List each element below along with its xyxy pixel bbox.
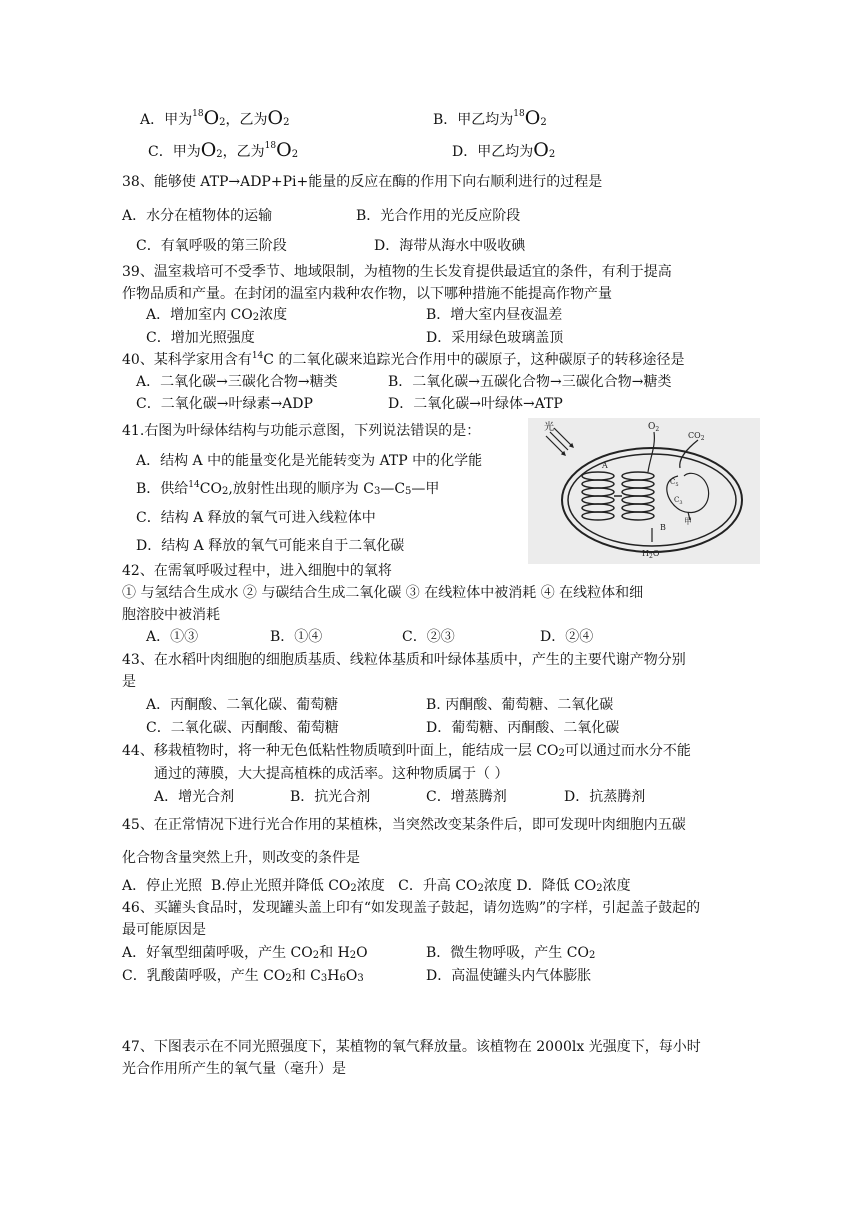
q42-choices-line2: 胞溶胶中被消耗 [122,607,220,623]
q44-option-b: B．抗光合剂 [290,789,371,805]
q39-option-d: D．采用绿色玻璃盖顶 [426,330,564,346]
o2-arrow [648,432,654,472]
q42-option-a: A．①③ [146,629,199,645]
h2o-label: $H_2O$ [642,549,660,560]
q40-option-b: B．二氧化碳→五碳化合物→三碳化合物→糖类 [388,374,672,390]
q41-option-b: B．供给$^{14}CO_2$,放射性出现的顺序为 $C_3—C_5—$甲 [136,480,440,497]
q43-stem-line1: 43、在水稻叶肉细胞的细胞质基质、线粒体基质和叶绿体基质中，产生的主要代谢产物分别 [122,652,686,668]
q40-stem: 40、某科学家用含有$^{14}$C 的二氧化碳来追踪光合作用中的碳原子，这种碳原子的转移途径是 [122,351,685,368]
q42-stem: 42、在需氧呼吸过程中，进入细胞中的氧将 [122,563,392,579]
q45-option-c: C．升高 $CO_2$浓度 [398,878,512,894]
q37-option-a: A．甲为$^{18}O_2$，乙为$O_2$ [140,107,290,129]
q44-stem-line2: 通过的薄膜，大大提高植株的成活率。这种物质属于（ ） [154,766,509,782]
chloroplast-svg [528,418,760,564]
q46-option-d: D．高温使罐头内气体膨胀 [426,968,592,984]
q38-option-c: C．有氧呼吸的第三阶段 [136,238,287,254]
q41-option-a: A．结构 A 中的能量变化是光能转变为 ATP 中的化学能 [136,453,483,469]
q43-option-b: B. 丙酮酸、葡萄糖、二氧化碳 [426,697,614,713]
q47-stem-line1: 47、下图表示在不同光照强度下，某植物的氧气释放量。该植物在 2000lx 光强度下，每小时 [122,1039,701,1055]
q39-stem-line1: 39、温室栽培可不受季节、地域限制，为植物的生长发育提供最适宜的条件，有利于提高 [122,264,672,280]
q39-stem-line2: 作物品质和产量。在封闭的温室内栽种农作物，以下哪种措施不能提高作物产量 [122,286,612,302]
q44-option-c: C．增蒸腾剂 [426,789,507,805]
q45-options [122,876,631,896]
light-label: 光 [544,422,554,433]
chloroplast-diagram [528,418,760,564]
o2-label: $O_2$ [648,422,660,433]
q43-stem-line2: 是 [122,674,136,690]
q41-stem: 41.右图为叶绿体结构与功能示意图，下列说法错误的是： [122,423,481,439]
q39-option-b: B．增大室内昼夜温差 [426,307,563,323]
jia-label: 甲 [684,517,692,526]
q40-option-a: A．二氧化碳→三碳化合物→糖类 [136,374,338,390]
q40-option-c: C．二氧化碳→叶绿素→ADP [136,396,313,412]
q43-option-a: A．丙酮酸、二氧化碳、葡萄糖 [146,697,339,713]
q45-option-a: A．停止光照 [122,878,203,894]
q38-option-a: A．水分在植物体的运输 [122,208,273,224]
q37-option-c: C．甲为$O_2$，乙为$^{18}O_2$ [148,139,299,161]
q47-stem-line2: 光合作用所产生的氧气量（毫升）是 [122,1061,346,1077]
q43-option-d: D．葡萄糖、丙酮酸、二氧化碳 [426,720,620,736]
q38-option-b: B．光合作用的光反应阶段 [356,208,521,224]
q42-option-b: B．①④ [270,629,323,645]
q41-option-c: C．结构 A 释放的氧气可进入线粒体中 [136,510,376,526]
grana-stack-left [582,472,614,520]
q40-option-d: D．二氧化碳→叶绿体→ATP [388,396,563,412]
q45-stem-line1: 45、在正常情况下进行光合作用的某植株，当突然改变某条件后，即可发现叶肉细胞内五碳 [122,817,686,833]
q42-option-d: D．②④ [540,629,594,645]
q38-option-d: D．海带从海水中吸收碘 [374,238,526,254]
q43-option-c: C．二氧化碳、丙酮酸、葡萄糖 [146,720,339,736]
q44-option-a: A．增光合剂 [154,789,235,805]
q46-option-a: A．好氧型细菌呼吸，产生 $CO_2$和 $H_2O$ [122,945,368,961]
q41-option-d: D．结构 A 释放的氧气可能来自于二氧化碳 [136,538,405,554]
q44-stem-line1: 44、移栽植物时，将一种无色低粘性物质喷到叶面上，能结成一层 $CO_2$可以通过而水分不能 [122,743,691,759]
q44-option-d: D．抗蒸腾剂 [564,789,646,805]
q45-option-d: D．降低 $CO_2$浓度 [516,878,631,894]
c5-label: $C_5$ [670,478,679,488]
q37-option-b: B．甲乙均为$^{18}O_2$ [433,107,547,129]
q37-option-d: D．甲乙均为$O_2$ [452,139,556,161]
c3-label: $C_3$ [674,496,683,506]
q46-option-b: B．微生物呼吸，产生 $CO_2$ [426,945,596,961]
q45-stem-line2: 化合物含量突然上升，则改变的条件是 [122,850,360,866]
q42-choices-line1: ① 与氢结合生成水 ② 与碳结合生成二氧化碳 ③ 在线粒体中被消耗 ④ 在线粒体和细 [122,585,644,601]
co2-label: $CO_2$ [688,431,705,442]
q39-option-a: A．增加室内 $CO_2$浓度 [146,307,288,323]
structure-b-label: B [660,523,666,532]
q45-option-b: B.停止光照并降低 $CO_2$浓度 [211,878,385,894]
q39-option-c: C．增加光照强度 [146,330,255,346]
grana-stack-right [622,472,654,520]
q46-stem-line1: 46、买罐头食品时，发现罐头盖上印有“如发现盖子鼓起，请勿选购”的字样，引起盖子鼓起的 [122,900,701,916]
q46-stem-line2: 最可能原因是 [122,922,206,938]
q42-option-c: C．②③ [402,629,455,645]
structure-a-label: A [602,461,608,470]
q46-option-c: C．乳酸菌呼吸，产生 $CO_2$和 $C_3H_6O_3$ [122,968,364,984]
q38-stem: 38、能够使 ATP→ADP+Pi+能量的反应在酶的作用下向右顺利进行的过程是 [122,174,603,190]
